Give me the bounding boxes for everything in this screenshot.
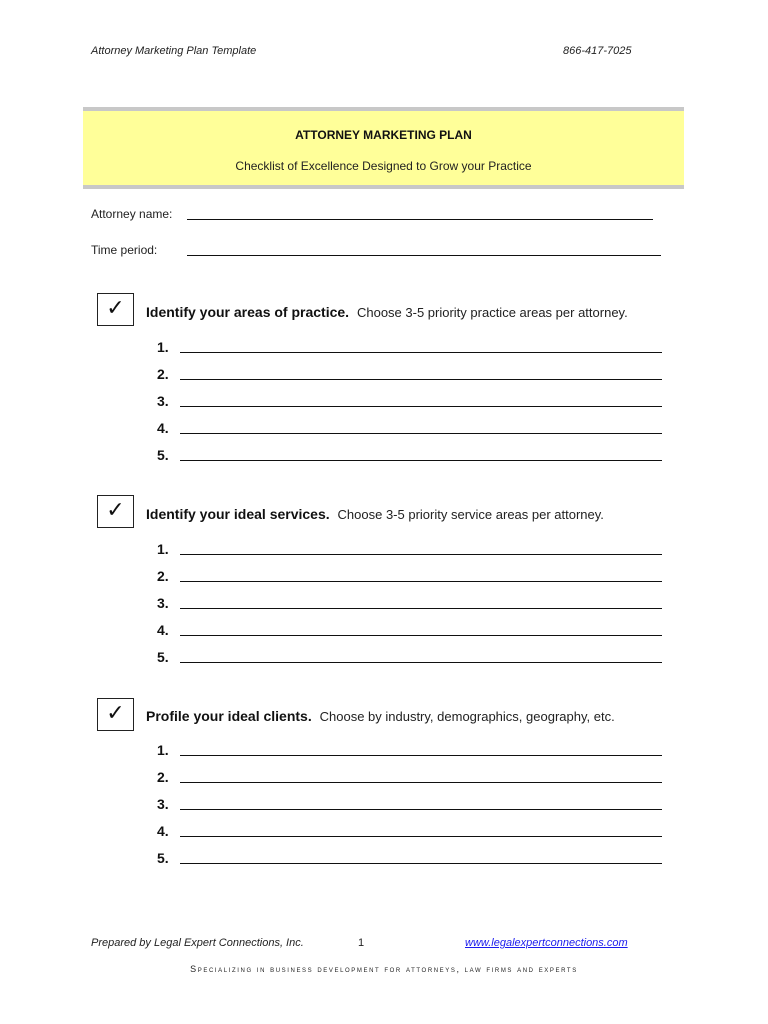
list-item-number: 1. — [157, 339, 169, 355]
section-clients-title: Profile your ideal clients. — [146, 708, 312, 724]
list-item-line[interactable] — [180, 608, 662, 609]
attorney-name-line[interactable] — [187, 219, 653, 220]
list-item-line[interactable] — [180, 863, 662, 864]
list-item-number: 2. — [157, 366, 169, 382]
banner-title: ATTORNEY MARKETING PLAN — [295, 128, 472, 142]
list-item-line[interactable] — [180, 662, 662, 663]
list-item-line[interactable] — [180, 809, 662, 810]
section-services-title: Identify your ideal services. — [146, 506, 330, 522]
list-item-number: 4. — [157, 420, 169, 436]
footer-tagline: Specializing in business development for attorneys, law firms and experts — [190, 964, 578, 974]
list-item-number: 1. — [157, 541, 169, 557]
list-item-line[interactable] — [180, 406, 662, 407]
time-period-line[interactable] — [187, 255, 661, 256]
list-item-line[interactable] — [180, 433, 662, 434]
time-period-label: Time period: — [91, 243, 158, 257]
section-practice-checkbox[interactable]: ✓ — [97, 293, 134, 326]
banner-subtitle: Checklist of Excellence Designed to Grow your Practice — [235, 159, 532, 173]
list-item-number: 4. — [157, 823, 169, 839]
list-item-line[interactable] — [180, 755, 662, 756]
list-item-line[interactable] — [180, 635, 662, 636]
list-item-number: 5. — [157, 649, 169, 665]
list-item-line[interactable] — [180, 836, 662, 837]
section-practice-description: Choose 3-5 priority practice areas per attorney. — [356, 305, 628, 320]
list-item-number: 1. — [157, 742, 169, 758]
section-services-heading — [146, 506, 604, 522]
list-item-number: 3. — [157, 796, 169, 812]
list-item-number: 3. — [157, 595, 169, 611]
list-item-line[interactable] — [180, 581, 662, 582]
list-item-line[interactable] — [180, 352, 662, 353]
section-clients-heading — [146, 708, 615, 724]
section-services-checkbox[interactable]: ✓ — [97, 495, 134, 528]
list-item-line[interactable] — [180, 460, 662, 461]
list-item-line[interactable] — [180, 379, 662, 380]
list-item-line[interactable] — [180, 782, 662, 783]
list-item-number: 3. — [157, 393, 169, 409]
section-practice-title: Identify your areas of practice. — [146, 304, 350, 320]
header-title: Attorney Marketing Plan Template — [91, 45, 257, 57]
title-banner — [83, 107, 684, 189]
list-item-number: 5. — [157, 447, 169, 463]
list-item-number: 5. — [157, 850, 169, 866]
attorney-name-label: Attorney name: — [91, 207, 173, 221]
section-services-description: Choose 3-5 priority service areas per attorney. — [337, 507, 604, 522]
list-item-line[interactable] — [180, 554, 662, 555]
list-item-number: 2. — [157, 769, 169, 785]
section-clients-description: Choose by industry, demographics, geography, etc. — [319, 709, 615, 724]
list-item-number: 2. — [157, 568, 169, 584]
footer-website-link[interactable]: www.legalexpertconnections.com — [465, 937, 628, 949]
section-practice-heading — [146, 304, 628, 320]
list-item-number: 4. — [157, 622, 169, 638]
header-phone: 866-417-7025 — [563, 45, 632, 57]
footer-prepared-by: Prepared by Legal Expert Connections, Inc. — [91, 937, 304, 949]
section-clients-checkbox[interactable]: ✓ — [97, 698, 134, 731]
footer-page-number: 1 — [358, 937, 365, 949]
